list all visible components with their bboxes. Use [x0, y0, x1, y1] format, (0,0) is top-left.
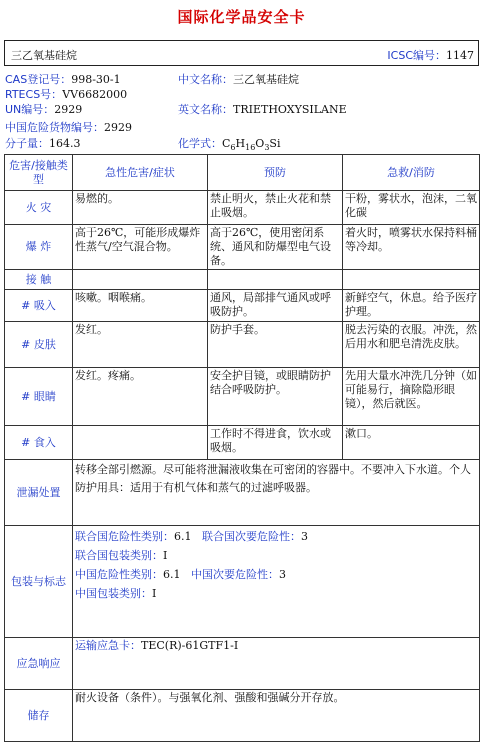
chinese-name-label: 中文名称：: [178, 73, 233, 86]
icsc-value: 1147: [446, 49, 474, 62]
english-name-label: 英文名称：: [178, 103, 233, 116]
row-prevention: 工作时不得进食，饮水或吸烟。: [208, 426, 343, 460]
emergency-text: [73, 638, 480, 690]
rtecs-value: VV6682000: [62, 88, 128, 101]
header-prevention: 预防: [208, 155, 343, 191]
cn-pack-value: I: [152, 587, 157, 600]
row-aid: 新鲜空气，休息。给予医疗护理。: [343, 290, 480, 322]
table-header-row: [5, 155, 480, 191]
cas-value: 998-30-1: [71, 73, 121, 86]
cn-sub-label: 中国次要危险性：: [191, 568, 279, 581]
rtecs-label: RTECS号：: [5, 88, 63, 101]
cn-number-value: 2929: [104, 121, 132, 134]
row-type: 爆 炸: [5, 225, 73, 270]
table-row: [5, 270, 480, 290]
row-hazard: 易燃的。: [73, 191, 208, 225]
table-row: [5, 368, 480, 426]
row-type: # 眼睛: [5, 368, 73, 426]
row-prevention: 安全护目镜，或眼睛防护结合呼吸防护。: [208, 368, 343, 426]
row-prevention: 禁止明火，禁止火花和禁止吸烟。: [208, 191, 343, 225]
row-aid: 着火时，喷雾状水保持料桶等冷却。: [343, 225, 480, 270]
un-sub-label: 联合国次要危险性：: [202, 530, 301, 543]
table-row: [5, 225, 480, 270]
card-title: 国际化学品安全卡: [177, 8, 306, 26]
row-hazard: [73, 270, 208, 290]
row-hazard: 高于26℃，可能形成爆炸性蒸气/空气混合物。: [73, 225, 208, 270]
spill-row: [5, 460, 480, 526]
cas-label: CAS登记号：: [5, 73, 72, 86]
packaging-label: 包装与标志: [5, 526, 73, 638]
storage-text: 耐火设备（条件）。与强氧化剂、强酸和强碱分开存放。: [73, 690, 480, 742]
packaging-text: [73, 526, 480, 638]
row-hazard: 咳嗽。咽喉痛。: [73, 290, 208, 322]
spill-label: 泄漏处置: [5, 460, 73, 526]
emergency-label: 应急响应: [5, 638, 73, 690]
cn-class-value: 6.1: [163, 568, 181, 581]
formula-label: 化学式：: [178, 137, 222, 150]
name-bar: [4, 40, 479, 66]
row-prevention: [208, 270, 343, 290]
cn-sub-value: 3: [279, 568, 286, 581]
row-aid: 干粉，雾状水，泡沫，二氧化碳: [343, 191, 480, 225]
table-row: [5, 322, 480, 368]
molecular-weight-label: 分子量：: [5, 137, 49, 150]
chinese-name-value: 三乙氧基硅烷: [233, 73, 299, 86]
row-aid: 先用大量水冲洗几分钟（如可能易行，摘除隐形眼镜），然后就医。: [343, 368, 480, 426]
icsc-number: [387, 47, 474, 63]
storage-row: [5, 690, 480, 742]
table-row: [5, 191, 480, 225]
un-pack-label: 联合国包装类别：: [75, 549, 163, 562]
row-type: # 皮肤: [5, 322, 73, 368]
header-hazard: 急性危害/症状: [73, 155, 208, 191]
spill-text: 转移全部引燃源。尽可能将泄漏液收集在可密闭的容器中。不要冲入下水道。个人防护用具：适用于有机气体和蒸气的过滤呼吸器。: [73, 460, 480, 526]
row-prevention: 通风，局部排气通风或呼吸防护。: [208, 290, 343, 322]
row-hazard: 发红。疼痛。: [73, 368, 208, 426]
hazard-table: [4, 154, 480, 742]
table-row: [5, 290, 480, 322]
cn-number-label: 中国危险货物编号：: [5, 121, 104, 134]
un-pack-value: I: [163, 549, 168, 562]
cn-class-label: 中国危险性类别：: [75, 568, 163, 581]
row-type: 火 灾: [5, 191, 73, 225]
row-hazard: 发红。: [73, 322, 208, 368]
row-hazard: [73, 426, 208, 460]
row-type: # 吸入: [5, 290, 73, 322]
un-value: 2929: [54, 103, 83, 116]
english-name-value: TRIETHOXYSILANE: [233, 103, 347, 116]
un-sub-value: 3: [301, 530, 308, 543]
un-class-value: 6.1: [174, 530, 192, 543]
header-type: 危害/接触类型: [5, 155, 73, 191]
packaging-row: [5, 526, 480, 638]
row-aid: 脱去污染的衣服。冲洗，然后用水和肥皂清洗皮肤。: [343, 322, 480, 368]
row-type: # 食入: [5, 426, 73, 460]
cn-pack-label: 中国包装类别：: [75, 587, 152, 600]
un-class-label: 联合国危险性类别：: [75, 530, 174, 543]
row-aid: [343, 270, 480, 290]
storage-label: 储存: [5, 690, 73, 742]
chemical-name: 三乙氧基硅烷: [11, 49, 77, 62]
row-prevention: 防护手套。: [208, 322, 343, 368]
molecular-weight-value: 164.3: [49, 137, 81, 150]
formula-value: $C_6H_{16}O_3Si$: [222, 137, 281, 153]
row-aid: 漱口。: [343, 426, 480, 460]
row-prevention: 高于26℃，使用密闭系统、通风和防爆型电气设备。: [208, 225, 343, 270]
icsc-label: ICSC编号：: [387, 49, 446, 62]
un-label: UN编号：: [5, 103, 55, 116]
transport-card-label: 运输应急卡：: [75, 639, 141, 652]
header-first-aid: 急救/消防: [343, 155, 480, 191]
table-row: [5, 426, 480, 460]
emergency-row: [5, 638, 480, 690]
transport-card-value: TEC(R)-61GTF1-I: [141, 639, 239, 652]
row-type: 接 触: [5, 270, 73, 290]
